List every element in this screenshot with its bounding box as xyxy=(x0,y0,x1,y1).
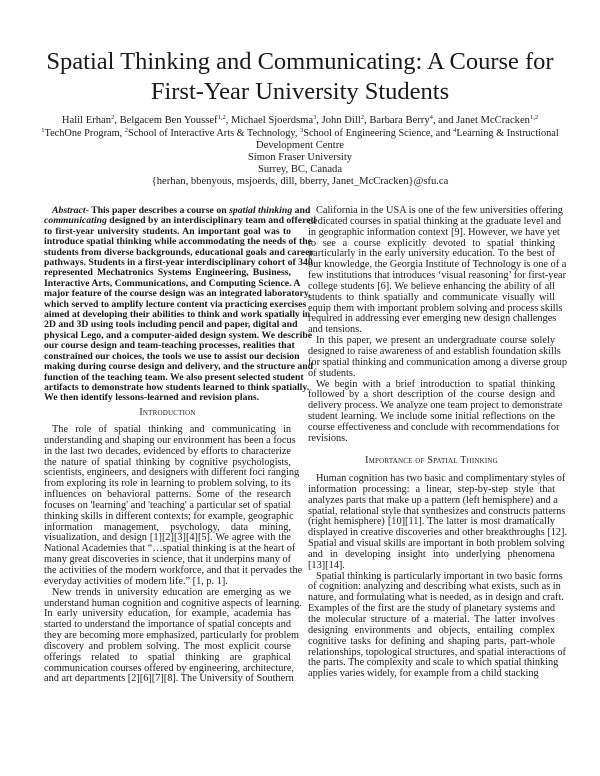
abstract-line: Interactive Arts, Communications, and Computing Science. A xyxy=(44,277,301,289)
text-line: discovery and problem solving. The most explicit course xyxy=(44,640,291,652)
text-line: equip them with important problem solving and process skills xyxy=(308,302,563,314)
abstract-line: major feature of the course design was an integrated laboratory, xyxy=(44,288,311,300)
affiliation-name: School of Interactive Arts & Technology, xyxy=(127,128,300,139)
paragraph xyxy=(308,335,568,379)
title-line-1: Spatial Thinking and Communicating: A Course for xyxy=(46,48,554,75)
text-line: understanding and shaping our environment has been a focus xyxy=(44,434,296,446)
text-line: the nature of spatial thinking by cognitive psychologists, xyxy=(44,456,291,468)
abstract-line: to first-year university students. An important goal was to xyxy=(44,225,291,237)
text-line: required in addressing ever emerging new design challenges xyxy=(308,313,557,325)
abstract xyxy=(44,205,317,404)
text-line: offerings related to spatial thinking are graphical xyxy=(44,651,291,663)
text-line: information management, psychology, data mining, xyxy=(44,521,291,533)
abstract-line: constrained our choices, the tools we use to assist our decision xyxy=(44,350,300,362)
text-line: in the last two decades, evidenced by efforts to characterize xyxy=(44,445,291,457)
abstract-emphasis: communicating xyxy=(44,215,107,227)
author-separator: , xyxy=(316,115,322,126)
author-name: Barbara Berry xyxy=(369,115,430,126)
text-line: New trends in university education are emerging as we xyxy=(52,586,291,598)
author-affiliation-mark: 2 xyxy=(111,114,115,121)
abstract-line: which served to amplify lecture content via practicing exercises xyxy=(44,298,307,310)
text-line: students to think spatially and communicate visually will xyxy=(308,291,555,303)
text-line: thinking skills in different contexts; for example, geographic xyxy=(44,510,294,522)
text-line: college students [6]. We believe enhancing the ability of all xyxy=(308,280,555,292)
author-affiliation-mark: 4 xyxy=(429,114,433,121)
text-line: analyzes parts that make up a pattern (left hemisphere) and a xyxy=(308,494,558,506)
text-line: nature, and formulating what is needed, as in design and craft. xyxy=(308,592,564,604)
text-line: and art departments [2][6][7][8]. The University of Southern xyxy=(44,673,294,685)
text-line: scientists, engineers, and designers with different foci ranging xyxy=(44,467,300,479)
affiliation-mark: 2 xyxy=(124,127,128,134)
author-separator: , xyxy=(114,115,120,126)
author-name: John Dill xyxy=(321,115,361,126)
abstract-line: pathways. Students in a first-year interdisciplinary cohort of 340 xyxy=(44,257,313,269)
introduction-body xyxy=(44,424,303,685)
abstract-text: designed by an interdisciplinary team and offered xyxy=(106,215,317,227)
affiliation-mark: 3 xyxy=(299,127,304,134)
text-line: relationships, topological structures, and spatial interactions of xyxy=(308,646,566,658)
location: Surrey, BC, Canada xyxy=(257,164,343,175)
paragraph xyxy=(308,570,566,680)
text-line: The role of spatial thinking and communicating in xyxy=(52,424,291,435)
text-line: started to understand the importance of spatial concepts and xyxy=(44,619,291,631)
author-name: Michael Sjoerdsma xyxy=(230,115,314,126)
text-line: of students. xyxy=(308,367,356,379)
text-line: visualization, and design [1][2][3][4][5]. We agree with the xyxy=(44,532,291,544)
abstract-line: introduce spatial thinking while accommodating the needs of the xyxy=(44,236,312,248)
paragraph xyxy=(44,586,302,686)
paragraph xyxy=(308,205,567,336)
abstract-text: and xyxy=(292,205,311,216)
text-line: In this paper, we present an undergraduate course solely xyxy=(316,335,555,347)
text-line: many great discoveries in science, that it underpins many of xyxy=(44,554,292,566)
paragraph xyxy=(308,378,563,445)
author-name: Belgacem Ben Youssef xyxy=(119,115,218,126)
affiliation-name: Learning & Instructional xyxy=(456,128,559,139)
section-heading-introduction: Introduction xyxy=(139,407,196,418)
affiliation-mark: 4 xyxy=(453,127,457,134)
abstract-label: Abstract- xyxy=(52,205,89,216)
text-line: understand human cognition and cognitive aspects of learning. xyxy=(44,597,302,609)
text-line: In early university education, for example, academia has xyxy=(44,608,291,620)
text-line: and tensions. xyxy=(308,324,362,336)
text-line: Human cognition has two basic and complimentary styles of xyxy=(316,473,566,484)
text-line: Spatial thinking is particularly important in two basic forms xyxy=(316,570,563,582)
text-line: influences on behavioral patterns. Some of the research xyxy=(44,489,291,501)
right-column-body xyxy=(308,205,568,445)
abstract-line: students from diverse backgrounds, educational goals and career xyxy=(44,246,314,258)
text-line: cognitive tasks for defining and shaping parts, part-whole xyxy=(308,635,555,647)
text-line: designed to raise awareness of and establish foundation skills xyxy=(308,345,561,357)
author-affiliation-mark: 2 xyxy=(360,114,365,121)
text-line: displayed in creative discoveries and other breakthroughs [12]. xyxy=(308,527,568,539)
abstract-line: physical Lego, and a computer-aided design system. We describe xyxy=(44,329,313,341)
text-line: We begin with a brief introduction to spatial thinking xyxy=(316,378,555,390)
paragraph xyxy=(308,473,568,572)
text-line: the molecular structure of a material. The latter involves xyxy=(308,613,555,625)
text-line: (right hemisphere) [10][11]. The latter is most dramatically xyxy=(308,516,555,528)
author-separator: , xyxy=(364,115,370,126)
abstract-line: function of the teaching team. We also present selected student xyxy=(44,371,304,383)
affiliations xyxy=(0,128,600,140)
author-name: Janet McCracken xyxy=(456,115,530,126)
affiliation-name: TechOne Program, xyxy=(44,128,125,139)
abstract-text: This paper describes a course on xyxy=(88,205,230,216)
text-line: California in the USA is one of the few universities offering xyxy=(316,205,563,216)
text-line: from exploring its role in learning to problem solving, to its xyxy=(44,478,291,490)
abstract-line: We then identify lessons-learned and revision plans. xyxy=(44,392,260,404)
affiliation-continuation: Development Centre xyxy=(256,140,344,151)
text-line: everyday activities of modern life.” [1, p. 1]. xyxy=(44,575,228,587)
text-line: to see a course explicitly devoted to spatial thinking xyxy=(308,237,555,249)
text-line: they are becoming more emphasized, particularly for problem xyxy=(44,630,300,642)
abstract-line: artifacts to demonstrate how students learned to think spatially. xyxy=(44,381,310,393)
text-line: of cognition: analyzing and describing what exists, such as in xyxy=(308,581,561,593)
text-line: our knowledge, the Georgia Institute of Technology is one of a xyxy=(308,259,567,271)
text-line: student learning. We include some initial reflections on the xyxy=(308,411,555,423)
author-affiliation-mark: 3 xyxy=(313,114,317,121)
abstract-line: aimed at developing their abilities to think and work spatially in xyxy=(44,309,311,321)
title-line-2: First-Year University Students xyxy=(150,78,450,105)
text-line: and in developing insight into underlying phenomena xyxy=(308,548,555,560)
abstract-line: represented Mechatronics Systems Engineering, Business, xyxy=(44,267,291,279)
text-line: spatial, relational style that synthesizes and constructs patterns xyxy=(308,505,566,517)
text-line: the activities of the modern workforce, and that it pervades the xyxy=(44,564,303,576)
text-line: applies varies widely, for example from a child stacking xyxy=(308,668,539,680)
text-line: dedicated courses in spatial thinking at the graduate level and xyxy=(308,215,562,227)
text-line: delivery process. We analyze one team project to demonstrate xyxy=(308,400,563,412)
author-list xyxy=(0,115,600,127)
text-line: Spatial and visual skills are important in both problem solving xyxy=(308,538,565,550)
text-line: National Academies that “…spatial thinking is at the heart of xyxy=(44,543,296,555)
text-line: course effectiveness and conclude with recommendations for xyxy=(308,421,560,433)
author-separator: , xyxy=(225,115,231,126)
text-line: [13][14]. xyxy=(308,559,345,571)
author-affiliation-mark: 1,2 xyxy=(529,114,539,121)
text-line: the parts. The complexity and scale to which spatial thinking xyxy=(308,657,559,669)
author-separator: , and xyxy=(432,115,457,126)
text-line: Examples of the first are the study of planetary systems and xyxy=(308,603,555,615)
text-line: in geographic information context [9]. However, we have yet xyxy=(308,226,560,238)
abstract-line: 2D and 3D using tools including pencil and paper, digital and xyxy=(44,319,298,331)
affiliation-mark: 1 xyxy=(41,127,45,134)
author-emails: {herhan, bbenyous, msjoerds, dill, bberry, Janet_McCracken}@sfu.ca xyxy=(151,176,449,187)
abstract-body xyxy=(44,225,314,404)
university: Simon Fraser University xyxy=(247,152,353,163)
text-line: few institutions that introduces ‘visual reasoning’ for first-year xyxy=(308,270,567,282)
paragraph xyxy=(44,424,303,588)
author-name: Halil Erhan xyxy=(61,115,112,126)
text-line: designing environments and objects, entailing complex xyxy=(308,624,555,636)
text-line: focuses on 'learning' and 'teaching' a particular set of spatial xyxy=(44,499,291,511)
paper-title xyxy=(0,47,600,107)
text-line: particularly in the early university education. To the best of xyxy=(308,248,555,260)
text-line: for spatial thinking and communication among a diverse group xyxy=(308,356,568,368)
author-affiliation-mark: 1,2 xyxy=(217,114,226,121)
text-line: followed by a short description of the course design and xyxy=(308,389,555,401)
section-heading-importance: Importance of Spatial Thinking xyxy=(365,455,498,466)
abstract-line: our course design and team-teaching processes, realities that xyxy=(44,340,295,352)
abstract-line: making during course design and delivery, and the structure and xyxy=(44,361,314,373)
text-line: information processing: a linear, step-by-step style that xyxy=(308,483,555,495)
text-line: communication courses offered by engineering, architecture, xyxy=(44,662,294,674)
affiliation-name: School of Engineering Science, and xyxy=(303,128,454,139)
text-line: revisions. xyxy=(308,432,348,444)
importance-body xyxy=(308,473,568,680)
abstract-emphasis: spatial thinking xyxy=(229,205,293,216)
